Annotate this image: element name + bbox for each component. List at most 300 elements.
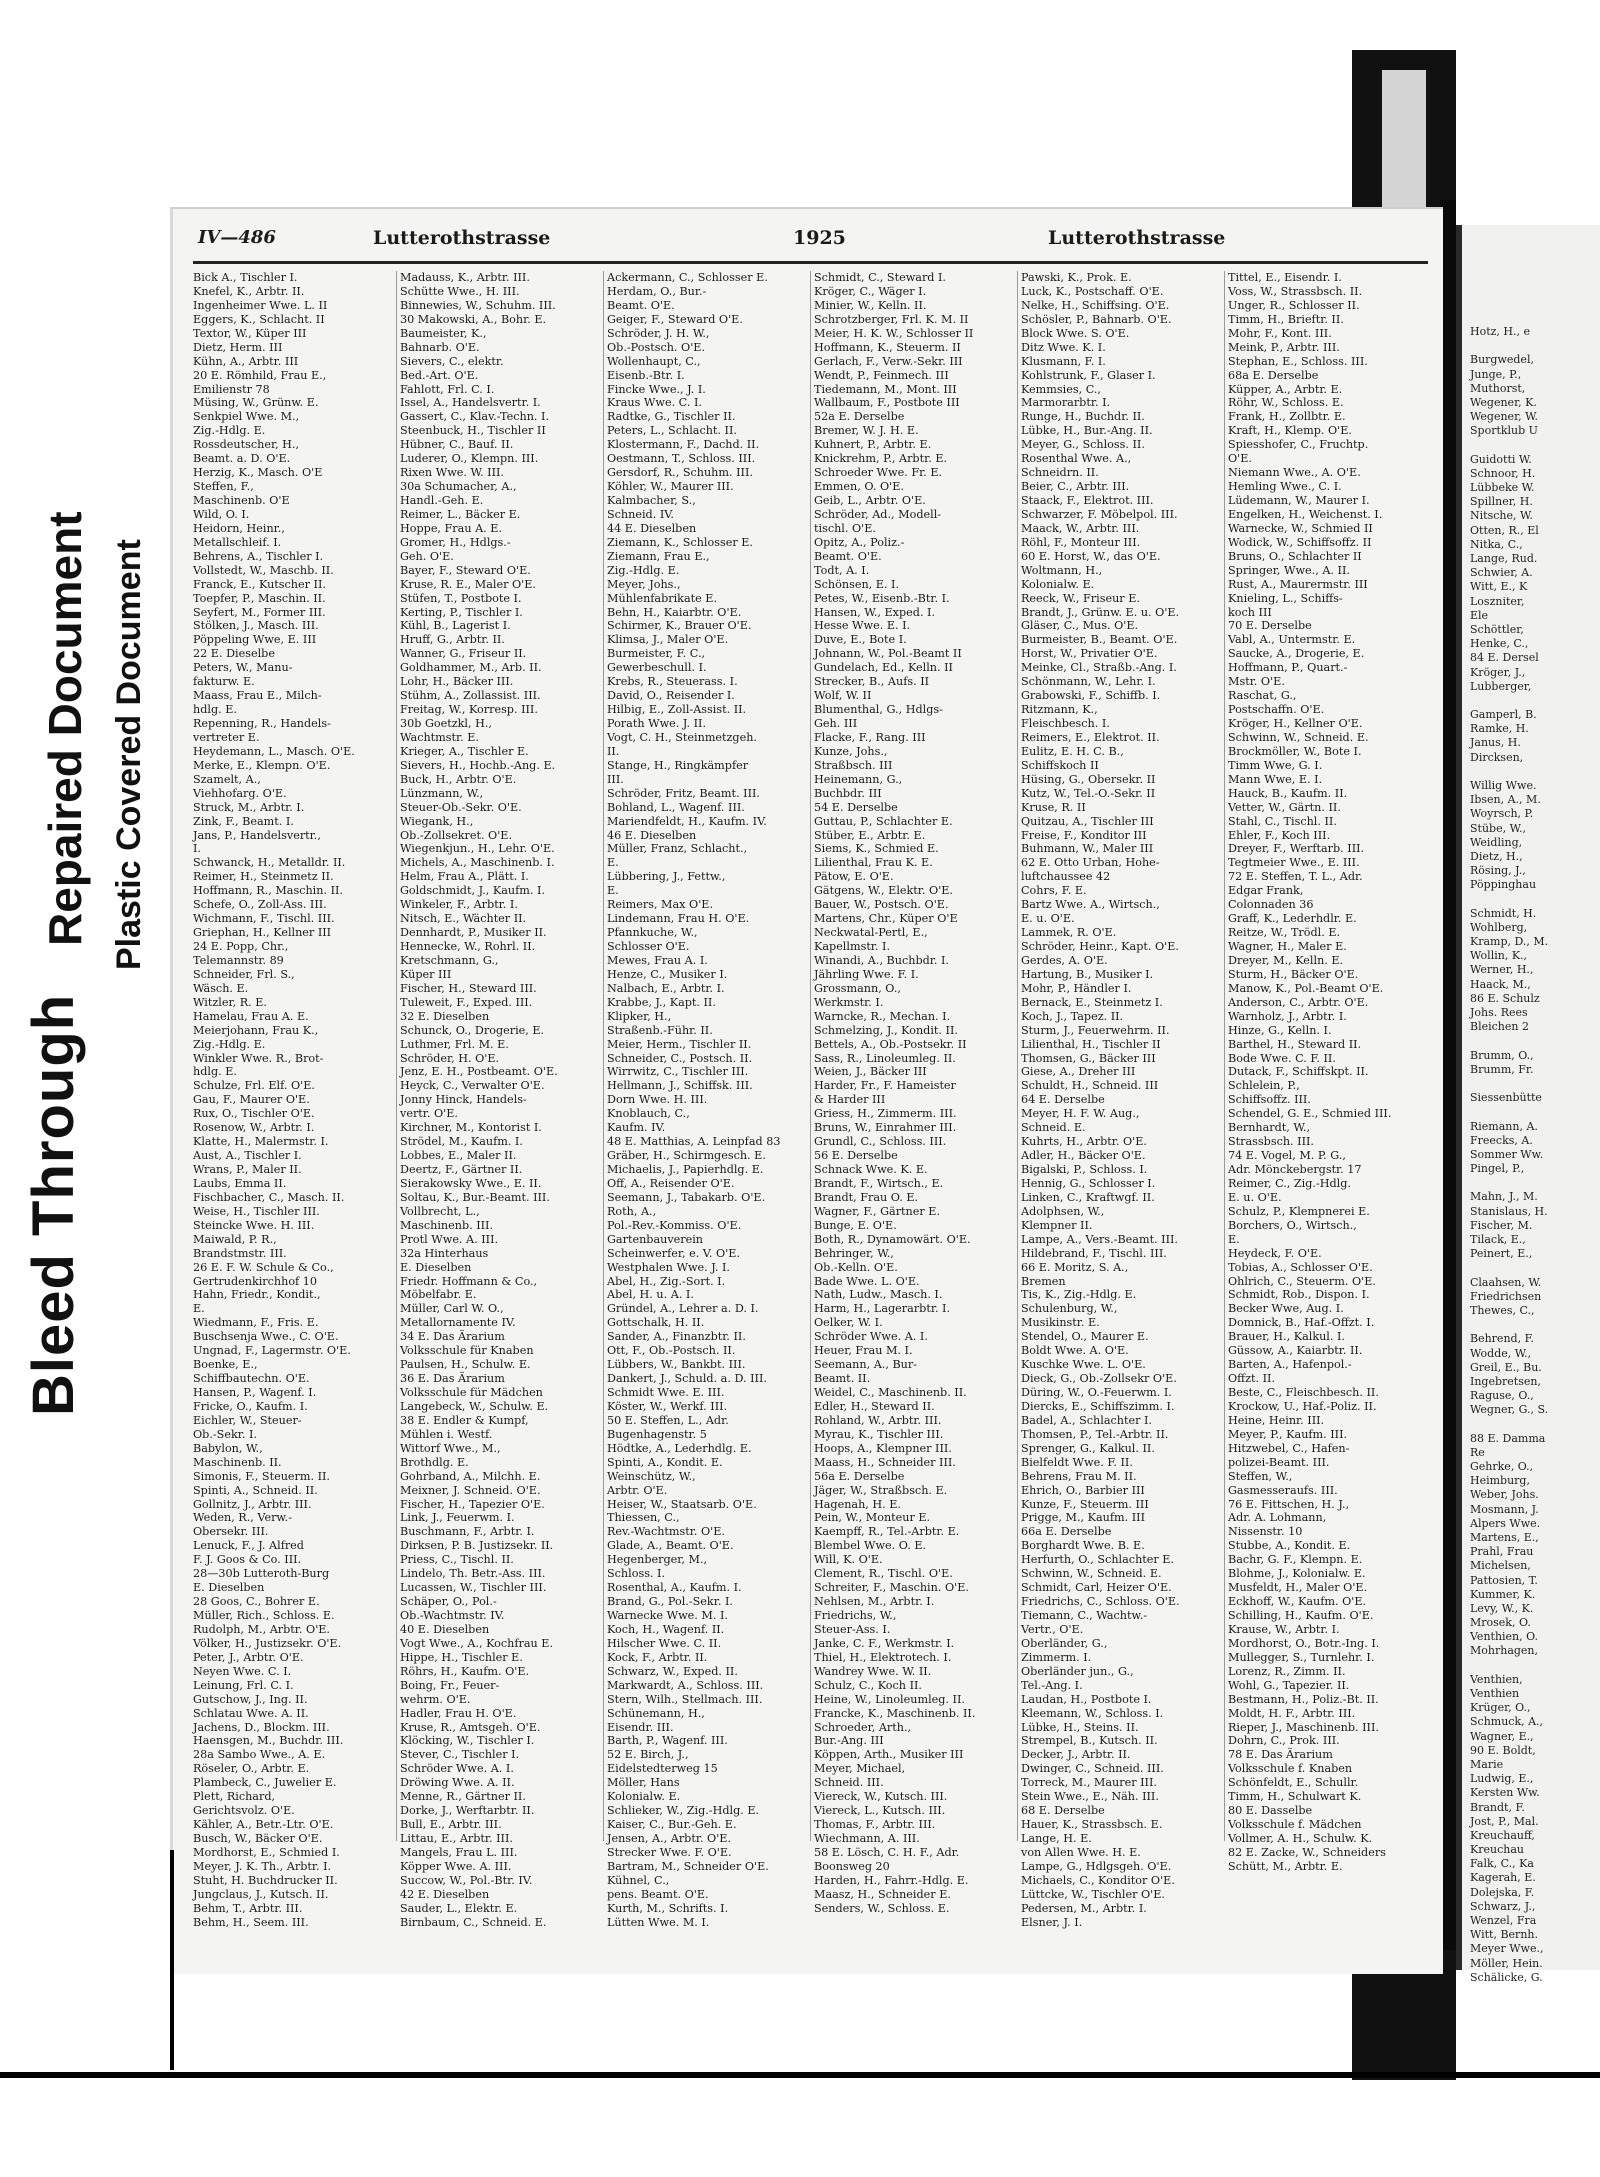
directory-entry: Fischer, H., Tapezier O'E. bbox=[400, 1497, 545, 1511]
directory-entry: Meyer, Johs., bbox=[607, 577, 681, 591]
directory-entry: Bed.-Art. O'E. bbox=[400, 368, 479, 382]
directory-entry: Wagner, H., Maler E. bbox=[1228, 940, 1347, 953]
directory-entry: Springer, Wwe., A. II. bbox=[1228, 563, 1350, 577]
adjacent-page-line: Otten, R., El bbox=[1470, 523, 1539, 537]
directory-entry: Block Wwe. S. O'E. bbox=[1021, 326, 1130, 340]
directory-entry: Jans, P., Handelsvertr., bbox=[193, 828, 321, 842]
adjacent-page-line: Stanislaus, H. bbox=[1470, 1204, 1548, 1218]
directory-entry: Jäger, W., Straßbsch. E. bbox=[814, 1483, 948, 1497]
directory-entry: Tuleweit, F., Exped. III. bbox=[400, 995, 533, 1009]
directory-entry: Ditz Wwe. K. I. bbox=[1021, 340, 1106, 354]
adjacent-page-line: Friedrichsen bbox=[1470, 1289, 1542, 1303]
adjacent-page-line: Alpers Wwe. bbox=[1470, 1516, 1541, 1530]
directory-entry: Succow, W., Pol.-Btr. IV. bbox=[400, 1873, 533, 1887]
directory-entry: Maass, Frau E., Milch- bbox=[193, 689, 322, 703]
adjacent-page-line: Fischer, M. bbox=[1470, 1218, 1533, 1232]
directory-entry: Eichler, W., Steuer- bbox=[193, 1413, 302, 1427]
directory-entry: Timm, H., Brieftr. II. bbox=[1228, 312, 1344, 326]
directory-entry: Brandt, F., Wirtsch., E. bbox=[814, 1176, 944, 1190]
directory-entry: Telemannstr. 89 bbox=[193, 953, 284, 967]
adjacent-page-line: Falk, C., Ka bbox=[1470, 1857, 1534, 1871]
directory-entry: Madauss, K., Arbtr. III. bbox=[400, 271, 530, 284]
directory-entry: Neckwatal-Pertl, E., bbox=[814, 926, 928, 940]
directory-entry: Postschaffn. O'E. bbox=[1228, 703, 1325, 717]
directory-entry: Krebs, R., Steuerass. I. bbox=[607, 675, 738, 689]
directory-entry: Bruns, O., Schlachter II bbox=[1228, 549, 1362, 563]
directory-entry: Bahnarb. O'E. bbox=[400, 340, 480, 354]
directory-entry: Behrens, A., Tischler I. bbox=[193, 549, 324, 563]
directory-entry: Wanner, G., Friseur II. bbox=[400, 647, 527, 661]
directory-entry: 82 E. Zacke, W., Schneiders bbox=[1228, 1845, 1386, 1859]
directory-entry: Lohr, H., Bäcker III. bbox=[400, 675, 514, 689]
directory-entry: Schneid. IV. bbox=[607, 507, 674, 521]
directory-entry: Stüfen, T., Postbote I. bbox=[400, 591, 522, 605]
directory-entry: Meyer, Michael, bbox=[814, 1762, 906, 1776]
directory-entry: Stern, Wilh., Stellmach. III. bbox=[607, 1692, 763, 1706]
directory-entry: Krabbe, J., Kapt. II. bbox=[607, 995, 716, 1009]
directory-entry: Stubbe, A., Kondit. E. bbox=[1228, 1539, 1351, 1553]
directory-entry: Maack, W., Arbtr. III. bbox=[1021, 521, 1140, 535]
directory-entry: Boenke, E., bbox=[193, 1358, 258, 1372]
directory-entry: Hellmann, J., Schiffsk. III. bbox=[607, 1079, 753, 1093]
directory-entry: Reimer, C., Zig.-Hdlg. bbox=[1228, 1176, 1351, 1190]
directory-entry: Spinti, A., Schneid. II. bbox=[193, 1483, 318, 1497]
adjacent-page-text bbox=[1470, 325, 1548, 1985]
directory-entry: Merke, E., Klempn. O'E. bbox=[193, 758, 331, 772]
directory-entry: Lübke, H., Bur.-Ang. II. bbox=[1021, 424, 1153, 438]
directory-entry: Buhmann, W., Maler III bbox=[1021, 842, 1154, 856]
directory-entry: Timm, H., Schulwart K. bbox=[1228, 1790, 1362, 1804]
directory-entry: Langebeck, W., Schulw. E. bbox=[400, 1399, 549, 1413]
column-6 bbox=[1228, 271, 1422, 1874]
directory-entry: Mühlen i. Westf. bbox=[400, 1427, 493, 1441]
directory-entry: Lenuck, F., J. Alfred bbox=[193, 1539, 304, 1553]
directory-entry: Pöppeling Wwe, E. III bbox=[193, 633, 317, 647]
directory-entry: Mariendfeldt, H., Kaufm. IV. bbox=[607, 814, 767, 828]
directory-entry: Zig.-Hdlg. E. bbox=[193, 424, 266, 438]
directory-entry: Ott, F., Ob.-Postsch. II. bbox=[607, 1344, 736, 1358]
directory-entry: Maschinenb. II. bbox=[193, 1455, 282, 1469]
directory-entry: Ziemann, Frau E., bbox=[607, 549, 710, 563]
adjacent-page-line: Weber, Johs. bbox=[1470, 1488, 1539, 1502]
directory-entry: Mangels, Frau L. III. bbox=[400, 1845, 518, 1859]
adjacent-page-line bbox=[1470, 1077, 1548, 1091]
directory-entry: Schmelzing, J., Kondit. II. bbox=[814, 1023, 958, 1037]
directory-entry: Zink, F., Beamt. I. bbox=[193, 814, 294, 828]
directory-entry: Stever, C., Tischler I. bbox=[400, 1748, 520, 1762]
directory-entry: polizei-Beamt. III. bbox=[1228, 1455, 1330, 1469]
directory-entry: Buck, H., Arbtr. O'E. bbox=[400, 772, 517, 786]
adjacent-page-line: Lange, Rud. bbox=[1470, 552, 1538, 565]
directory-entry: Timm Wwe, G. I. bbox=[1228, 758, 1323, 772]
directory-entry: Rossdeutscher, H., bbox=[193, 438, 300, 452]
adjacent-page-line: 84 E. Dersel bbox=[1470, 651, 1539, 665]
directory-entry: Edler, H., Steward II. bbox=[814, 1399, 935, 1413]
directory-entry: Linken, C., Kraftwgf. II. bbox=[1021, 1190, 1155, 1204]
directory-entry: Hoops, A., Klempner III. bbox=[814, 1441, 952, 1455]
directory-entry: Klöcking, W., Tischler I. bbox=[400, 1734, 535, 1748]
directory-entry: Knickrehm, P., Arbtr. E. bbox=[814, 452, 948, 466]
directory-entry: E. u. O'E. bbox=[1021, 912, 1075, 926]
directory-entry: Thomas, F., Arbtr. III. bbox=[814, 1818, 936, 1832]
directory-entry: Heyck, C., Verwalter O'E. bbox=[400, 1079, 545, 1093]
directory-entry: Bick A., Tischler I. bbox=[193, 271, 298, 284]
directory-entry: Ohlrich, C., Steuerm. O'E. bbox=[1228, 1274, 1376, 1288]
directory-entry: Aust, A., Tischler I. bbox=[193, 1149, 302, 1163]
directory-entry: Schmidt Wwe. E. III. bbox=[607, 1386, 725, 1399]
directory-entry: 28 Goos, C., Bohrer E. bbox=[193, 1595, 320, 1609]
directory-entry: 50 E. Steffen, L., Adr. bbox=[607, 1413, 729, 1427]
directory-entry: Struck, M., Arbtr. I. bbox=[193, 800, 305, 814]
directory-entry: hdlg. E. bbox=[193, 1065, 237, 1079]
directory-entry: Stendel, O., Maurer E. bbox=[1021, 1330, 1149, 1344]
directory-entry: Blohme, J., Kolonialw. E. bbox=[1228, 1567, 1366, 1581]
adjacent-page-line: Wodde, W., bbox=[1470, 1346, 1532, 1360]
directory-entry: Strecker Wwe. F. O'E. bbox=[607, 1845, 732, 1859]
directory-entry: Hauer, K., Strassbsch. E. bbox=[1021, 1818, 1163, 1832]
directory-entry: Reimers, Max O'E. bbox=[607, 898, 714, 912]
directory-entry: Woltmann, H., bbox=[1021, 563, 1103, 577]
directory-entry: F. J. Goos & Co. III. bbox=[193, 1553, 302, 1567]
directory-entry: Gassert, C., Klav.-Techn. I. bbox=[400, 410, 550, 424]
directory-entry: Mordhorst, O., Botr.-Ing. I. bbox=[1228, 1636, 1380, 1650]
directory-entry: Bruns, W., Einrahmer III. bbox=[814, 1121, 957, 1135]
directory-entry: Zig.-Hdlg. E. bbox=[193, 1037, 266, 1051]
directory-entry: Engelken, H., Weichenst. I. bbox=[1228, 507, 1383, 521]
adjacent-page-line: Witt, Bernh. bbox=[1470, 1928, 1538, 1942]
adjacent-page-line: Kramp, D., M. bbox=[1470, 935, 1549, 949]
directory-entry: Rosenthal, A., Kaufm. I. bbox=[607, 1581, 742, 1595]
directory-entry: Fricke, O., Kaufm. I. bbox=[193, 1399, 308, 1413]
adjacent-page-line: Wollin, K., bbox=[1470, 949, 1528, 963]
directory-entry: Röhr, W., Schloss. E. bbox=[1228, 396, 1344, 410]
directory-entry: Wodick, W., Schiffsoffz. II bbox=[1228, 535, 1372, 549]
directory-entry: Henze, C., Musiker I. bbox=[607, 967, 728, 981]
directory-entry: Goldhammer, M., Arb. II. bbox=[400, 661, 542, 675]
directory-entry: Schiffbautechn. O'E. bbox=[193, 1372, 310, 1386]
directory-entry: Protl Wwe. A. III. bbox=[400, 1232, 499, 1246]
directory-entry: Knefel, K., Arbtr. II. bbox=[193, 284, 305, 298]
directory-entry: Gau, F., Maurer O'E. bbox=[193, 1093, 310, 1107]
directory-entry: Hilbig, E., Zoll-Assist. II. bbox=[607, 703, 747, 717]
directory-entry: Viereck, W., Kutsch. III. bbox=[814, 1790, 948, 1804]
directory-entry: Adler, H., Bäcker O'E. bbox=[1021, 1149, 1146, 1163]
directory-page bbox=[170, 207, 1443, 1974]
directory-entry: Kaufm. IV. bbox=[607, 1121, 666, 1135]
adjacent-page-line: Behrend, F. bbox=[1470, 1332, 1534, 1346]
directory-entry: Priess, C., Tischl. II. bbox=[400, 1553, 514, 1567]
directory-entry: Baumeister, K., bbox=[400, 326, 487, 340]
directory-entry: Tobias, A., Schlosser O'E. bbox=[1228, 1260, 1373, 1274]
directory-entry: Schlatau Wwe. A. II. bbox=[193, 1706, 309, 1720]
directory-entry: Bunge, E. O'E. bbox=[814, 1218, 897, 1232]
directory-entry: Hübner, C., Bauf. II. bbox=[400, 438, 514, 452]
directory-entry: Weinschütz, W., bbox=[607, 1469, 696, 1483]
directory-entry: David, O., Reisender I. bbox=[607, 689, 735, 703]
directory-entry: Volksschule für Knaben bbox=[400, 1344, 534, 1358]
directory-entry: Brand, G., Pol.-Sekr. I. bbox=[607, 1595, 733, 1609]
directory-entry: Badel, A., Schlachter I. bbox=[1021, 1413, 1152, 1427]
directory-entry: 64 E. Derselbe bbox=[1021, 1093, 1105, 1107]
directory-entry: Vabl, A., Untermstr. E. bbox=[1228, 633, 1356, 647]
directory-entry: Sauder, L., Elektr. E. bbox=[400, 1901, 518, 1915]
directory-entry: Deertz, F., Gärtner II. bbox=[400, 1163, 523, 1176]
directory-entry: Hadler, Frau H. O'E. bbox=[400, 1706, 517, 1720]
directory-entry: Seemann, A., Bur- bbox=[814, 1358, 918, 1372]
directory-entry: Prigge, M., Kaufm. III bbox=[1021, 1511, 1145, 1525]
directory-entry: Wollenhaupt, C., bbox=[607, 354, 701, 368]
directory-entry: Manow, K., Pol.-Beamt O'E. bbox=[1228, 981, 1384, 995]
directory-entry: 52 E. Birch, J., bbox=[607, 1748, 689, 1762]
directory-entry: Harder, Fr., F. Hameister bbox=[814, 1079, 956, 1093]
directory-entry: Schreiter, F., Maschin. O'E. bbox=[814, 1581, 969, 1595]
directory-entry: Jungclaus, J., Kutsch. II. bbox=[193, 1887, 329, 1901]
directory-entry: Kohlstrunk, F., Glaser I. bbox=[1021, 368, 1156, 382]
adjacent-page-line: Wenzel, Fra bbox=[1470, 1914, 1537, 1927]
adjacent-page-line: Brumm, O., bbox=[1470, 1048, 1534, 1062]
adjacent-page-line: Janus, H. bbox=[1470, 736, 1521, 750]
directory-entry: Seyfert, M., Former III. bbox=[193, 605, 326, 619]
directory-entry: Knieling, L., Schiffs- bbox=[1228, 591, 1343, 605]
directory-entry: Kutz, W., Tel.-O.-Sekr. II bbox=[1021, 786, 1156, 800]
adjacent-page-line: 86 E. Schulz bbox=[1470, 991, 1540, 1005]
directory-entry: Klipker, H., bbox=[607, 1009, 672, 1023]
directory-entry: Gräber, H., Schirmgesch. E. bbox=[607, 1149, 766, 1163]
directory-entry: Pein, W., Monteur E. bbox=[814, 1511, 931, 1525]
adjacent-page-line: Ele bbox=[1470, 608, 1489, 622]
directory-entry: Krockow, U., Haf.-Poliz. II. bbox=[1228, 1399, 1377, 1413]
directory-entry: Oberländer, G., bbox=[1021, 1636, 1108, 1650]
directory-entry: 56 E. Derselbe bbox=[814, 1149, 898, 1163]
directory-entry: Schmidt, Rob., Dispon. I. bbox=[1228, 1288, 1370, 1302]
directory-entry: Kähler, A., Betr.-Ltr. O'E. bbox=[193, 1818, 334, 1832]
directory-entry: Hitzwebel, C., Hafen- bbox=[1228, 1441, 1350, 1455]
directory-entry: Hoffmann, K., Steuerm. II bbox=[814, 340, 961, 354]
directory-entry: Werkmstr. I. bbox=[814, 995, 884, 1009]
directory-entry: Quitzau, A., Tischler III bbox=[1021, 814, 1154, 828]
directory-entry: Bugenhagenstr. 5 bbox=[607, 1427, 707, 1441]
directory-entry: Freise, F., Konditor III bbox=[1021, 828, 1147, 842]
directory-entry: Hemling Wwe., C. I. bbox=[1228, 480, 1342, 494]
directory-entry: Lammek, R. O'E. bbox=[1021, 926, 1117, 940]
directory-entry: Schlelein, P., bbox=[1228, 1079, 1300, 1093]
directory-entry: Herzig, K., Masch. O'E bbox=[193, 466, 323, 480]
directory-entry: Schwarzer, F. Möbelpol. III. bbox=[1021, 507, 1178, 521]
directory-entry: Pfannkuche, W., bbox=[607, 926, 698, 940]
directory-entry: Thomsen, G., Bäcker III bbox=[1021, 1051, 1156, 1065]
directory-entry: Schröder, H. O'E. bbox=[400, 1051, 500, 1065]
directory-entry: Volksschule f. Mädchen bbox=[1228, 1818, 1362, 1832]
directory-entry: Lilienthal, Frau K. E. bbox=[814, 856, 933, 870]
directory-entry: Martens, Chr., Küper O'E bbox=[814, 912, 958, 926]
directory-entry: Koch, J., Tapez. II. bbox=[1021, 1009, 1124, 1023]
adjacent-page-line: Greil, E., Bu. bbox=[1470, 1360, 1542, 1374]
directory-entry: Lübbers, W., Bankbt. III. bbox=[607, 1358, 746, 1372]
directory-entry: Dutack, F., Schiffskpt. II. bbox=[1228, 1065, 1369, 1079]
directory-entry: Hippe, H., Tischler E. bbox=[400, 1650, 523, 1664]
adjacent-page-line: Claahsen, W. bbox=[1470, 1275, 1542, 1289]
directory-entry: Ob.-Postsch. O'E. bbox=[607, 340, 706, 354]
directory-entry: Weien, J., Bäcker III bbox=[814, 1065, 927, 1079]
directory-entry: Hartung, B., Musiker I. bbox=[1021, 967, 1154, 981]
directory-entry: Graff, K., Lederhdlr. E. bbox=[1228, 912, 1357, 926]
directory-entry: Buschmann, F., Arbtr. I. bbox=[400, 1525, 535, 1539]
directory-entry: Reimer, L., Bäcker E. bbox=[400, 507, 521, 521]
directory-entry: Schröder, Ad., Modell- bbox=[814, 507, 942, 521]
directory-entry: Behrens, Frau M. II. bbox=[1021, 1469, 1137, 1483]
directory-entry: Wild, O. I. bbox=[193, 507, 250, 521]
directory-entry: Dröwing Wwe. A. II. bbox=[400, 1776, 515, 1790]
directory-entry: Brockmöller, W., Bote I. bbox=[1228, 744, 1362, 758]
directory-entry: Möbelfabr. E. bbox=[400, 1288, 477, 1302]
header-rule bbox=[193, 261, 1428, 264]
directory-entry: Gerdes, A. O'E. bbox=[1021, 953, 1108, 967]
directory-entry: Grundl, C., Schloss. III. bbox=[814, 1135, 947, 1149]
directory-entry: Oberländer jun., G., bbox=[1021, 1664, 1134, 1678]
adjacent-page-line: Wegener, W. bbox=[1470, 410, 1538, 424]
directory-entry: Barth, P., Wagenf. III. bbox=[607, 1734, 728, 1748]
directory-entry: Dreyer, F., Werftarb. III. bbox=[1228, 842, 1365, 856]
directory-entry: Jensen, A., Arbtr. O'E. bbox=[607, 1832, 732, 1845]
directory-entry: Ob.-Kelln. O'E. bbox=[814, 1260, 898, 1274]
directory-entry: Rixen Wwe. W. III. bbox=[400, 466, 504, 480]
directory-entry: Schefe, O., Zoll-Ass. III. bbox=[193, 898, 327, 912]
directory-entry: Hegenberger, M., bbox=[607, 1553, 708, 1567]
directory-entry: Röhrs, H., Kaufm. O'E. bbox=[400, 1664, 530, 1678]
directory-entry: Harden, H., Fahrr.-Hdlg. E. bbox=[814, 1873, 969, 1887]
directory-entry: 62 E. Otto Urban, Hohe- bbox=[1021, 856, 1160, 870]
directory-entry: Meink, P., Arbtr. III. bbox=[1228, 340, 1340, 354]
adjacent-page-line: Dolejska, F. bbox=[1470, 1885, 1535, 1899]
directory-entry: Schönsen, E. I. bbox=[814, 577, 900, 591]
directory-entry: Klatte, H., Malermstr. I. bbox=[193, 1135, 329, 1149]
directory-entry: Schirmer, K., Brauer O'E. bbox=[607, 619, 752, 633]
directory-entry: Kraus Wwe. C. I. bbox=[607, 396, 702, 410]
directory-entry: Lampe, G., Hdlgsgeh. O'E. bbox=[1021, 1859, 1172, 1873]
directory-entry: wehrm. O'E. bbox=[400, 1692, 471, 1706]
directory-entry: Ziemann, K., Schlosser E. bbox=[607, 535, 753, 549]
adjacent-page-line: Re bbox=[1470, 1445, 1485, 1459]
adjacent-page-line: Dietz, H., bbox=[1470, 849, 1523, 863]
directory-entry: Schwinn, W., Schneid. E. bbox=[1228, 730, 1369, 744]
adjacent-page-line bbox=[1470, 1417, 1548, 1431]
directory-entry: Lange, H. E. bbox=[1021, 1832, 1092, 1845]
column-3 bbox=[607, 271, 801, 1930]
directory-entry: Staack, F., Elektrot. III. bbox=[1021, 494, 1154, 507]
adjacent-page-line: Pattosien, T. bbox=[1470, 1573, 1538, 1587]
directory-entry: Scheinwerfer, e. V. O'E. bbox=[607, 1246, 741, 1260]
adjacent-page-line: Kummer, K. bbox=[1470, 1587, 1536, 1601]
directory-entry: Meyer, H. F. W. Aug., bbox=[1021, 1107, 1140, 1121]
directory-entry: Geh. O'E. bbox=[400, 549, 454, 563]
directory-entry: Kerting, P., Tischler I. bbox=[400, 605, 523, 619]
directory-entry: Weidel, C., Maschinenb. II. bbox=[814, 1386, 967, 1399]
directory-entry: Rust, A., Maurermstr. III bbox=[1228, 577, 1368, 591]
adjacent-page-line: Venthien bbox=[1470, 1687, 1520, 1700]
directory-entry: Flacke, F., Rang. III bbox=[814, 730, 926, 744]
directory-entry: Radtke, G., Tischler II. bbox=[607, 410, 736, 424]
directory-entry: Schmidt, C., Steward I. bbox=[814, 271, 946, 284]
directory-entry: Wohl, G., Tapezier. II. bbox=[1228, 1678, 1350, 1692]
directory-entry: Will, K. O'E. bbox=[814, 1553, 883, 1567]
page-number: IV—486 bbox=[198, 227, 276, 248]
directory-entry: Geib, L., Arbtr. O'E. bbox=[814, 494, 926, 507]
directory-entry: Friedrichs, W., bbox=[814, 1609, 897, 1622]
adjacent-page-line: Michelsen, bbox=[1470, 1559, 1531, 1573]
plastic-covered-stamp: Plastic Covered Document bbox=[110, 539, 148, 970]
directory-entry: Viereck, L., Kutsch. III. bbox=[814, 1804, 946, 1818]
directory-entry: Reeck, W., Friseur E. bbox=[1021, 591, 1140, 605]
directory-entry: Repenning, R., Handels- bbox=[193, 717, 331, 730]
directory-entry: Gätgens, W., Elektr. O'E. bbox=[814, 884, 953, 898]
directory-entry: Schneider, C., Postsch. II. bbox=[607, 1051, 753, 1065]
directory-entry: Schulz, C., Koch II. bbox=[814, 1678, 922, 1692]
adjacent-page-line: Ludwig, E., bbox=[1470, 1772, 1534, 1786]
adjacent-page-line: Mohrhagen, bbox=[1470, 1644, 1539, 1658]
directory-entry: Lünzmann, W., bbox=[400, 786, 484, 800]
directory-entry: Steffen, W., bbox=[1228, 1469, 1293, 1483]
directory-entry: 30b Goetzkl, H., bbox=[400, 717, 492, 730]
directory-entry: Mohr, P., Händler I. bbox=[1021, 981, 1132, 995]
adjacent-page-line: 90 E. Boldt, bbox=[1470, 1743, 1536, 1757]
directory-entry: Kraft, H., Klemp. O'E. bbox=[1228, 424, 1352, 438]
adjacent-page bbox=[1456, 225, 1600, 1984]
directory-entry: Gründel, A., Lehrer a. D. I. bbox=[607, 1302, 759, 1316]
directory-entry: Peter, J., Arbtr. O'E. bbox=[193, 1650, 304, 1664]
directory-entry: Wolf, W. II bbox=[814, 689, 872, 703]
directory-entry: Duve, E., Bote I. bbox=[814, 633, 907, 647]
directory-entry: Kuhnert, P., Arbtr. E. bbox=[814, 438, 932, 452]
directory-entry: Hüsing, G., Obersekr. II bbox=[1021, 772, 1156, 786]
directory-entry: Adr. A. Lohmann, bbox=[1228, 1511, 1327, 1525]
directory-entry: Kunze, Johs., bbox=[814, 744, 888, 758]
directory-entry: Meyer, P., Kaufm. III. bbox=[1228, 1427, 1348, 1441]
directory-entry: Schneid. E. bbox=[1021, 1121, 1086, 1135]
directory-entry: 80 E. Dasselbe bbox=[1228, 1804, 1313, 1818]
directory-entry: Hennecke, W., Rohrl. II. bbox=[400, 940, 536, 953]
directory-entry: Kühl, B., Lagerist I. bbox=[400, 619, 511, 633]
directory-entry: Hagenah, H. E. bbox=[814, 1497, 901, 1511]
adjacent-page-line: Levy, W., K. bbox=[1470, 1601, 1534, 1615]
directory-entry: Wagner, F., Gärtner E. bbox=[814, 1204, 941, 1218]
directory-entry: Luderer, O., Klempn. III. bbox=[400, 452, 539, 466]
directory-entry: Nissenstr. 10 bbox=[1228, 1525, 1303, 1539]
directory-entry: Franck, E., Kutscher II. bbox=[193, 577, 326, 591]
adjacent-page-line: Werner, H., bbox=[1470, 963, 1534, 977]
directory-entry: Gertrudenkirchhof 10 bbox=[193, 1274, 317, 1288]
directory-entry: Kröger, H., Kellner O'E. bbox=[1228, 717, 1363, 730]
adjacent-page-line: Johs. Rees bbox=[1470, 1006, 1528, 1019]
directory-entry: Handl.-Geh. E. bbox=[400, 494, 484, 507]
directory-entry: Luck, K., Postschaff. O'E. bbox=[1021, 284, 1164, 298]
adjacent-page-line: Lubberger, bbox=[1470, 679, 1532, 693]
directory-entry: Peters, L., Schlacht. II. bbox=[607, 424, 737, 438]
directory-entry: Barten, A., Hafenpol.- bbox=[1228, 1358, 1352, 1372]
adjacent-page-line: Kreuchau bbox=[1470, 1843, 1524, 1857]
directory-entry: Abel, H. u. A. I. bbox=[607, 1288, 694, 1302]
adjacent-page-line: Brandt, F. bbox=[1470, 1800, 1525, 1814]
directory-entry: Schäper, O., Pol.- bbox=[400, 1595, 497, 1609]
directory-entry: Lobbes, E., Maler II. bbox=[400, 1149, 517, 1163]
directory-entry: 32 E. Dieselben bbox=[400, 1009, 490, 1023]
directory-entry: Wiegank, H., bbox=[400, 814, 474, 828]
adjacent-page-line: Schmidt, H. bbox=[1470, 906, 1537, 920]
directory-entry: Stange, H., Ringkämpfer bbox=[607, 758, 749, 772]
directory-entry: Klostermann, F., Dachd. II. bbox=[607, 438, 760, 452]
directory-entry: Johnann, W., Pol.-Beamt II bbox=[814, 647, 962, 661]
directory-entry: Roth, A., bbox=[607, 1204, 657, 1218]
directory-entry: Kretschmann, G., bbox=[400, 953, 499, 967]
